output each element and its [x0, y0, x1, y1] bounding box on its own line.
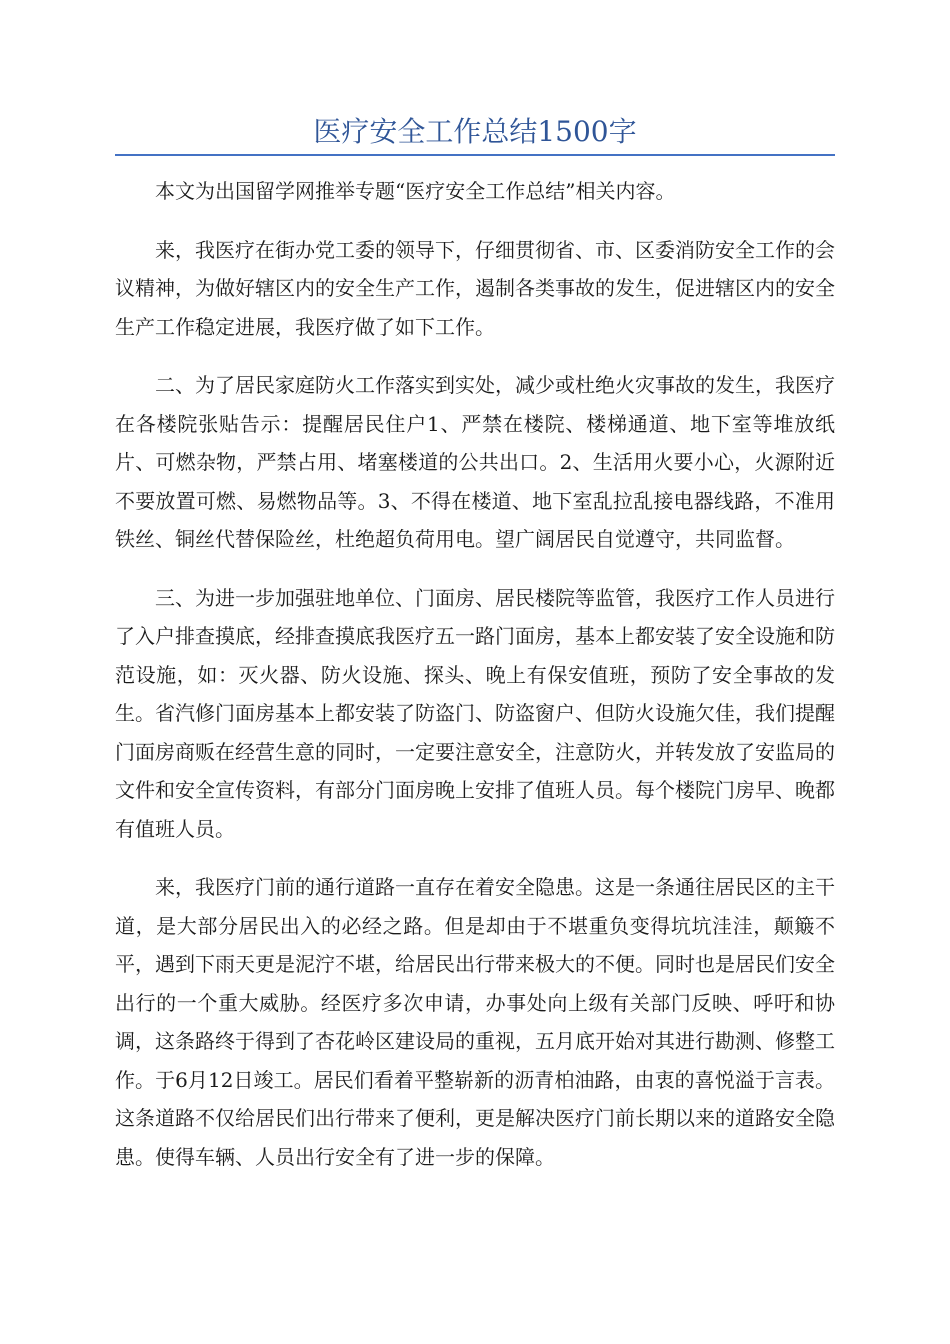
document-title: 医疗安全工作总结1500字 [313, 115, 637, 148]
paragraph-inspection: 三、为进一步加强驻地单位、门面房、居民楼院等监管，我医疗工作人员进行了入户排查摸底，经排查摸底我医疗五一路门面房，基本上都安装了安全设施和防范设施，如：灭火器、防火设施、探头、晚上有保安值班，预防了安全事故的发生。省汽修门面房基本上都安装了防盗门、防盗窗户、但防火设施欠佳，我们提醒门面房商贩在经营生意的同时，一定要注意安全，注意防火，并转发放了安监局的文件和安全宣传资料，有部分门面房晚上安排了值班人员。每个楼院门房早、晚都有值班人员。 [115, 585, 835, 841]
document-body [115, 172, 835, 1196]
paragraph-intro: 本文为出国留学网推举专题“医疗安全工作总结”相关内容。 [155, 179, 676, 203]
paragraph-overview: 来，我医疗在街办党工委的领导下，仔细贯彻省、市、区委消防安全工作的会议精神，为做好辖区内的安全生产工作，遏制各类事故的发生，促进辖区内的安全生产工作稳定进展，我医疗做了如下工作。 [115, 237, 835, 339]
paragraph-road-repair: 来，我医疗门前的通行道路一直存在着安全隐患。这是一条通往居民区的主干道，是大部分居民出入的必经之路。但是却由于不堪重负变得坑坑洼洼，颠簸不平，遇到下雨天更是泥泞不堪，给居民出行带来极大的不便。同时也是居民们安全出行的一个重大威胁。经医疗多次申请，办事处向上级有关部门反映、呼吁和协调，这条路终于得到了杏花岭区建设局的重视，五月底开始对其进行勘测、修整工作。于6月12日竣工。居民们看着平整崭新的沥青柏油路，由衷的喜悦溢于言表。这条道路不仅给居民们出行带来了便利，更是解决医疗门前长期以来的道路安全隐患。使得车辆、人员出行安全有了进一步的保障。 [115, 875, 835, 1169]
paragraph-fire-prevention: 二、为了居民家庭防火工作落实到实处，减少或杜绝火灾事故的发生，我医疗在各楼院张贴告示：提醒居民住户1、严禁在楼院、楼梯通道、地下室等堆放纸片、可燃杂物，严禁占用、堵塞楼道的公共出口。2、生活用火要小心，火源附近不要放置可燃、易燃物品等。3、不得在楼道、地下室乱拉乱接电器线路，不准用铁丝、铜丝代替保险丝，杜绝超负荷用电。望广阔居民自觉遵守，共同监督。 [115, 373, 835, 551]
title-underline [115, 154, 835, 156]
